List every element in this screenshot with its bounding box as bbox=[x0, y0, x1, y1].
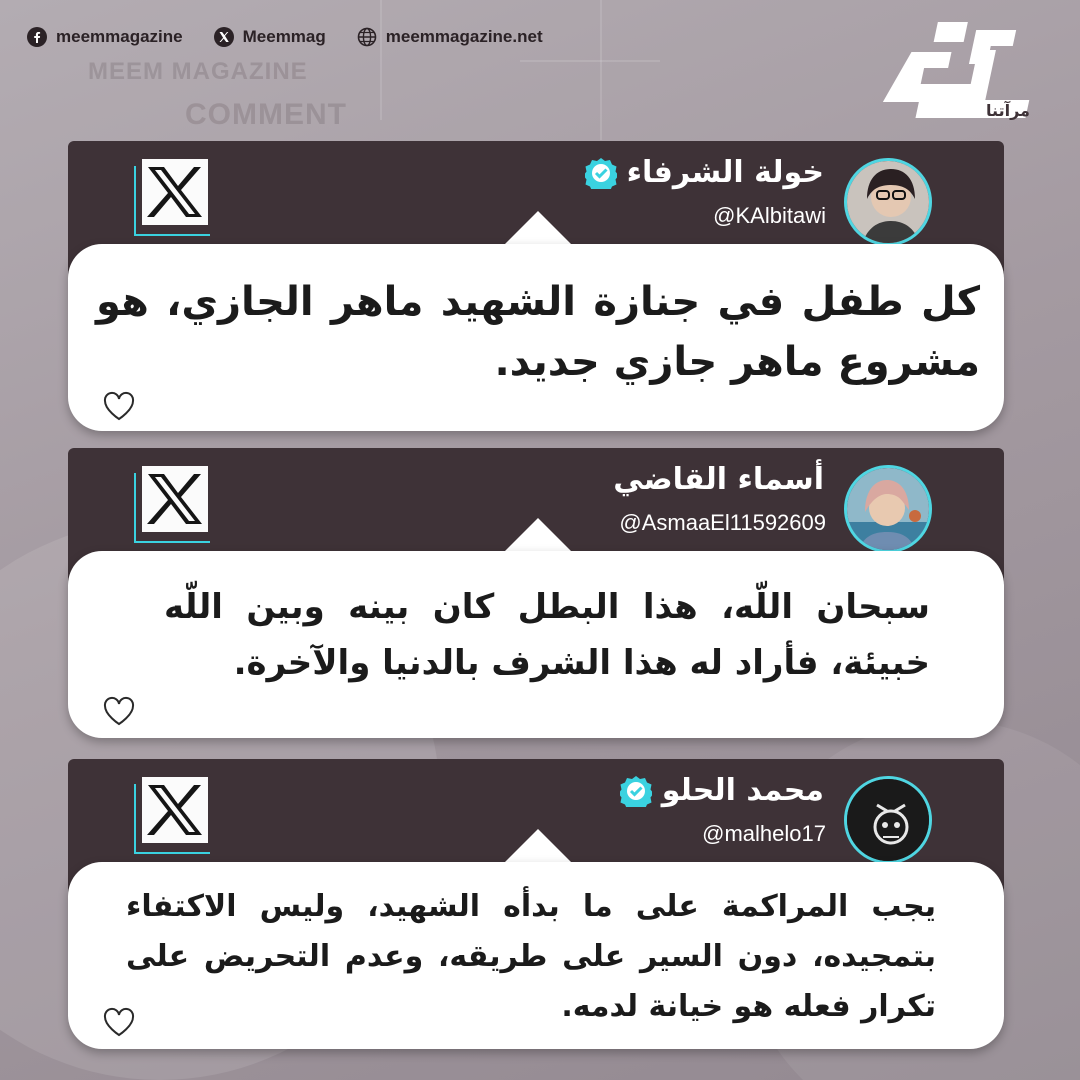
tweet-text: كل طفل في جنازة الشهيد ماهر الجازي، هو مشروع ماهر جازي جديد. bbox=[96, 279, 980, 385]
x-icon bbox=[213, 26, 235, 48]
tweet-card-1 bbox=[68, 141, 1004, 431]
avatar[interactable] bbox=[844, 776, 932, 864]
like-heart-icon[interactable] bbox=[102, 695, 136, 727]
verified-badge-icon bbox=[585, 157, 617, 189]
user-name-text: خولة الشرفاء bbox=[626, 155, 824, 190]
tweet-text: سبحان اللّه، هذا البطل كان بينه وبين اللّه خبيئة، فأراد له هذا الشرف بالدنيا والآخرة. bbox=[164, 587, 930, 683]
user-name-text: محمد الحلو bbox=[661, 773, 824, 808]
social-x-label: Meemmag bbox=[242, 27, 326, 46]
logo-subtitle: مرآتنا bbox=[986, 101, 1030, 120]
social-facebook[interactable] bbox=[26, 26, 183, 48]
social-bar bbox=[26, 26, 543, 48]
avatar[interactable] bbox=[844, 465, 932, 553]
user-handle[interactable]: @malhelo17 bbox=[702, 821, 826, 846]
tweet-bubble bbox=[68, 862, 1004, 1049]
user-handle[interactable]: @KAlbitawi bbox=[713, 203, 826, 228]
x-logo-icon[interactable] bbox=[142, 777, 208, 843]
tweet-bubble bbox=[68, 244, 1004, 431]
tweet-card-3 bbox=[68, 759, 1004, 1049]
avatar[interactable] bbox=[844, 158, 932, 246]
watermark-magazine: MEEM MAGAZINE bbox=[88, 58, 308, 85]
user-name bbox=[620, 773, 824, 808]
watermark-comment: COMMENT bbox=[185, 98, 347, 131]
user-name-text: أسماء القاضي bbox=[613, 462, 824, 497]
tweet-text: يجب المراكمة على ما بدأه الشهيد، وليس الاكتفاء بتمجيده، دون السير على طريقه، وعدم التحريض على تكرار فعله هو خيانة لدمه. bbox=[126, 889, 936, 1024]
social-web[interactable] bbox=[356, 26, 543, 48]
social-web-label: meemmagazine.net bbox=[385, 27, 543, 46]
facebook-icon bbox=[26, 26, 48, 48]
meem-logo bbox=[880, 12, 1058, 132]
social-x[interactable] bbox=[213, 26, 326, 48]
globe-icon bbox=[356, 26, 378, 48]
verified-badge-icon bbox=[620, 775, 652, 807]
social-facebook-label: meemmagazine bbox=[56, 27, 183, 46]
like-heart-icon[interactable] bbox=[102, 390, 136, 422]
tweet-card-2 bbox=[68, 448, 1004, 738]
x-logo-icon[interactable] bbox=[142, 466, 208, 532]
user-name bbox=[585, 155, 824, 190]
user-handle[interactable]: @AsmaaEl11592609 bbox=[619, 510, 826, 535]
like-heart-icon[interactable] bbox=[102, 1006, 136, 1038]
user-name bbox=[613, 462, 824, 497]
x-logo-icon[interactable] bbox=[142, 159, 208, 225]
tweet-bubble bbox=[68, 551, 1004, 738]
